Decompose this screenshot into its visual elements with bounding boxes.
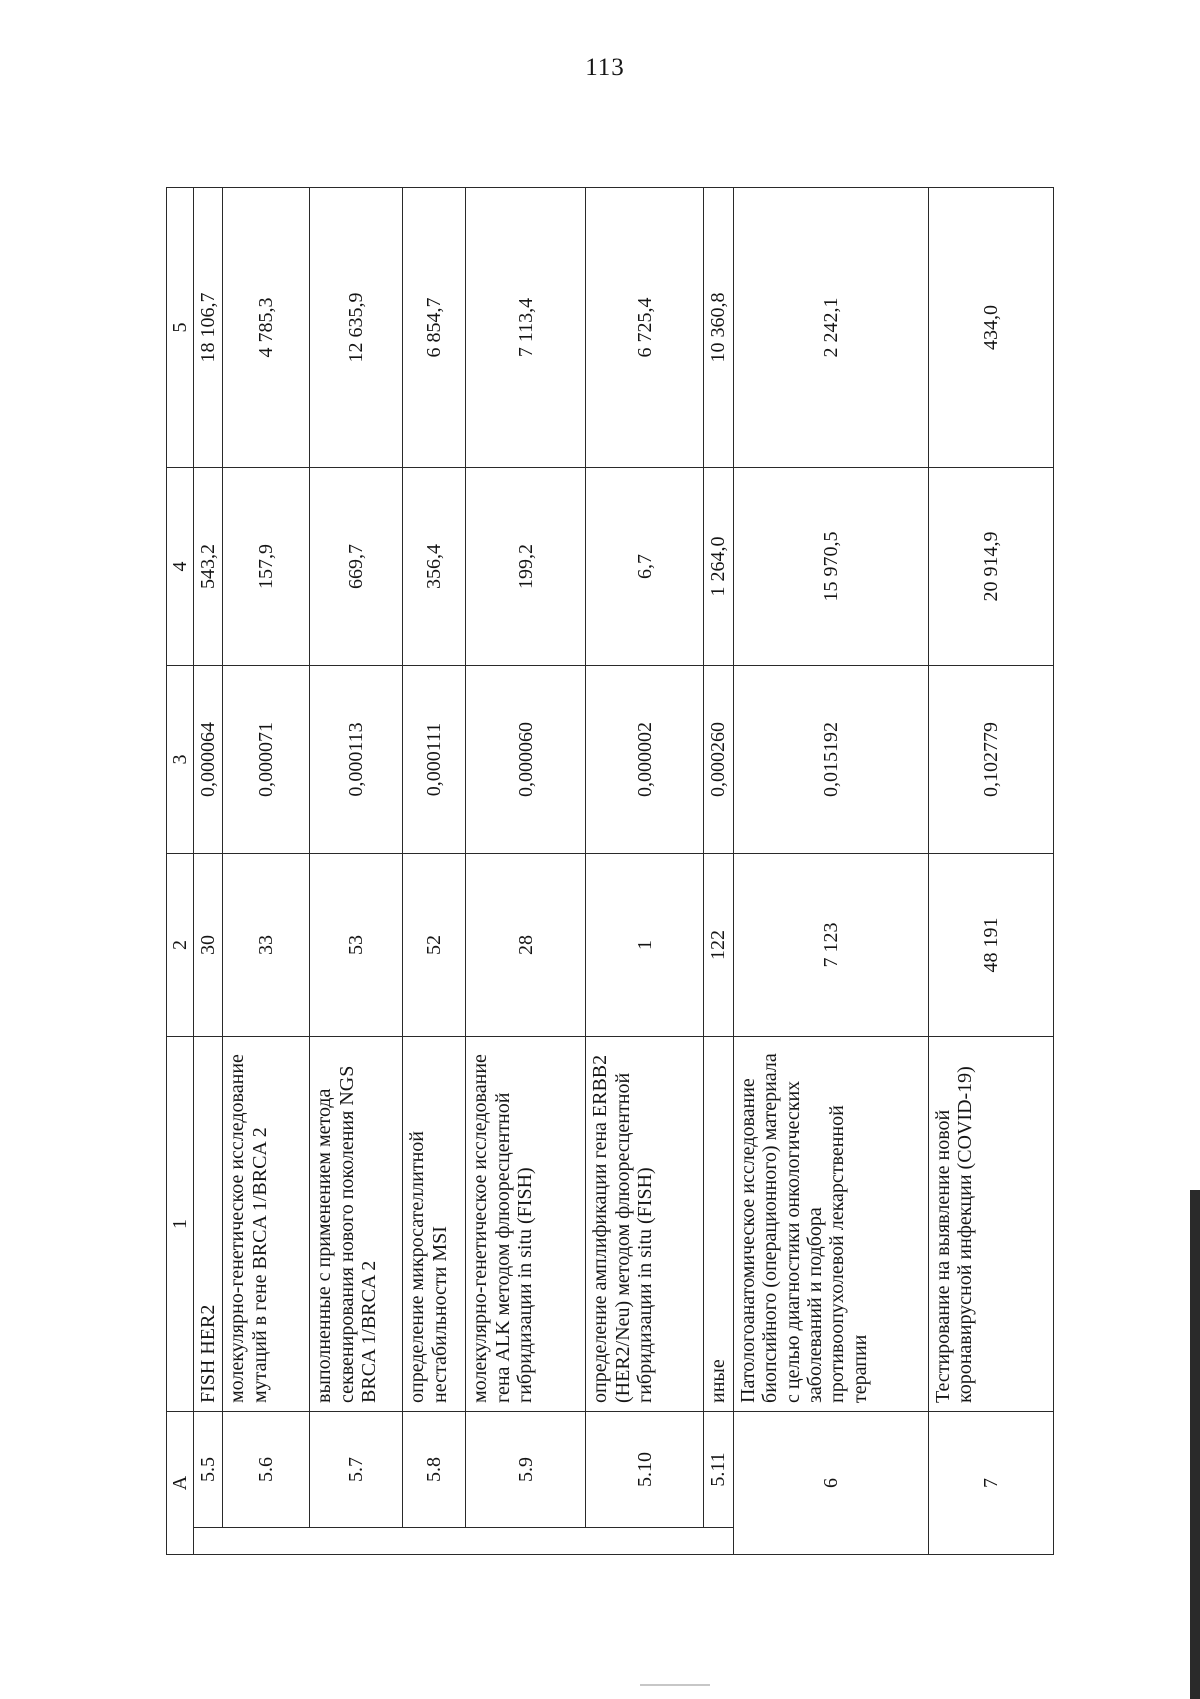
table-row [466,187,586,1554]
row-value-5: 4 785,3 [223,187,310,467]
row-value-4: 199,2 [466,467,586,665]
table-row [733,187,928,1554]
row-value-4: 543,2 [194,467,223,665]
row-value-5: 10 360,8 [704,187,733,467]
table-row [310,187,403,1554]
row-name: иные [704,1036,733,1411]
data-table [166,187,1054,1555]
table-row [223,187,310,1554]
row-code: 5.7 [310,1411,403,1527]
row-value-4: 15 970,5 [733,467,928,665]
row-code: 5.9 [466,1411,586,1527]
table-header-row [167,187,194,1554]
header-cell: 2 [167,853,194,1036]
scan-edge-shadow [1190,1190,1200,1699]
group-margin-cell [194,1528,734,1555]
row-value-2: 122 [704,853,733,1036]
row-value-2: 52 [403,853,466,1036]
row-name: Тестирование на выявление новой коронавирусной инфекции (COVID-19) [928,1036,1053,1411]
row-code: 5.10 [586,1411,704,1527]
row-name: Патологоанатомическое исследование биопсийного (операционного) материала с целью диагностики онкологических заболеваний и подбора противоопухолевой лекарственной терапии [733,1036,928,1411]
header-cell: 4 [167,467,194,665]
row-name: выполненные с применением метода секвенирования нового поколения NGS BRCA 1/BRCA 2 [310,1036,403,1411]
row-value-5: 18 106,7 [194,187,223,467]
header-cell: А [167,1411,194,1554]
row-value-4: 669,7 [310,467,403,665]
row-value-3: 0,102779 [928,665,1053,853]
row-value-4: 20 914,9 [928,467,1053,665]
row-value-5: 6 725,4 [586,187,704,467]
row-code: 5.11 [704,1411,733,1527]
page-number: 113 [585,54,625,81]
row-code: 5.8 [403,1411,466,1527]
scan-artifact-line [640,1684,710,1686]
table-row [194,187,223,1554]
row-code: 7 [928,1411,1053,1554]
row-value-4: 157,9 [223,467,310,665]
row-value-3: 0,000111 [403,665,466,853]
row-code: 5.5 [194,1411,223,1527]
row-code: 6 [733,1411,928,1554]
row-value-3: 0,000060 [466,665,586,853]
row-value-4: 356,4 [403,467,466,665]
row-value-2: 30 [194,853,223,1036]
row-value-3: 0,000071 [223,665,310,853]
row-value-3: 0,015192 [733,665,928,853]
row-value-5: 434,0 [928,187,1053,467]
row-name: молекулярно-генетическое исследование мутаций в гене BRCA 1/BRCA 2 [223,1036,310,1411]
row-name: молекулярно-генетическое исследование гена ALK методом флюоресцентной гибридизации in situ (FISH) [466,1036,586,1411]
row-value-2: 48 191 [928,853,1053,1036]
table-row [586,187,704,1554]
header-cell: 1 [167,1036,194,1411]
row-value-5: 2 242,1 [733,187,928,467]
row-name: определение амплификации гена ERBB2 (HER2/Neu) методом флюоресцентной гибридизации in situ (FISH) [586,1036,704,1411]
row-value-2: 53 [310,853,403,1036]
row-name: FISH HER2 [194,1036,223,1411]
row-value-3: 0,000260 [704,665,733,853]
header-cell: 5 [167,187,194,467]
row-value-2: 1 [586,853,704,1036]
row-value-3: 0,000113 [310,665,403,853]
row-value-5: 6 854,7 [403,187,466,467]
row-value-5: 7 113,4 [466,187,586,467]
row-value-5: 12 635,9 [310,187,403,467]
row-code: 5.6 [223,1411,310,1527]
row-value-2: 7 123 [733,853,928,1036]
row-value-3: 0,000064 [194,665,223,853]
row-value-3: 0,000002 [586,665,704,853]
rotated-table-container [166,188,1043,1555]
table-row [928,187,1053,1554]
row-name: определение микросателлитной нестабильности MSI [403,1036,466,1411]
row-value-4: 6,7 [586,467,704,665]
row-value-2: 28 [466,853,586,1036]
row-value-4: 1 264,0 [704,467,733,665]
row-value-2: 33 [223,853,310,1036]
table-row [704,187,733,1554]
header-cell: 3 [167,665,194,853]
table-row [403,187,466,1554]
